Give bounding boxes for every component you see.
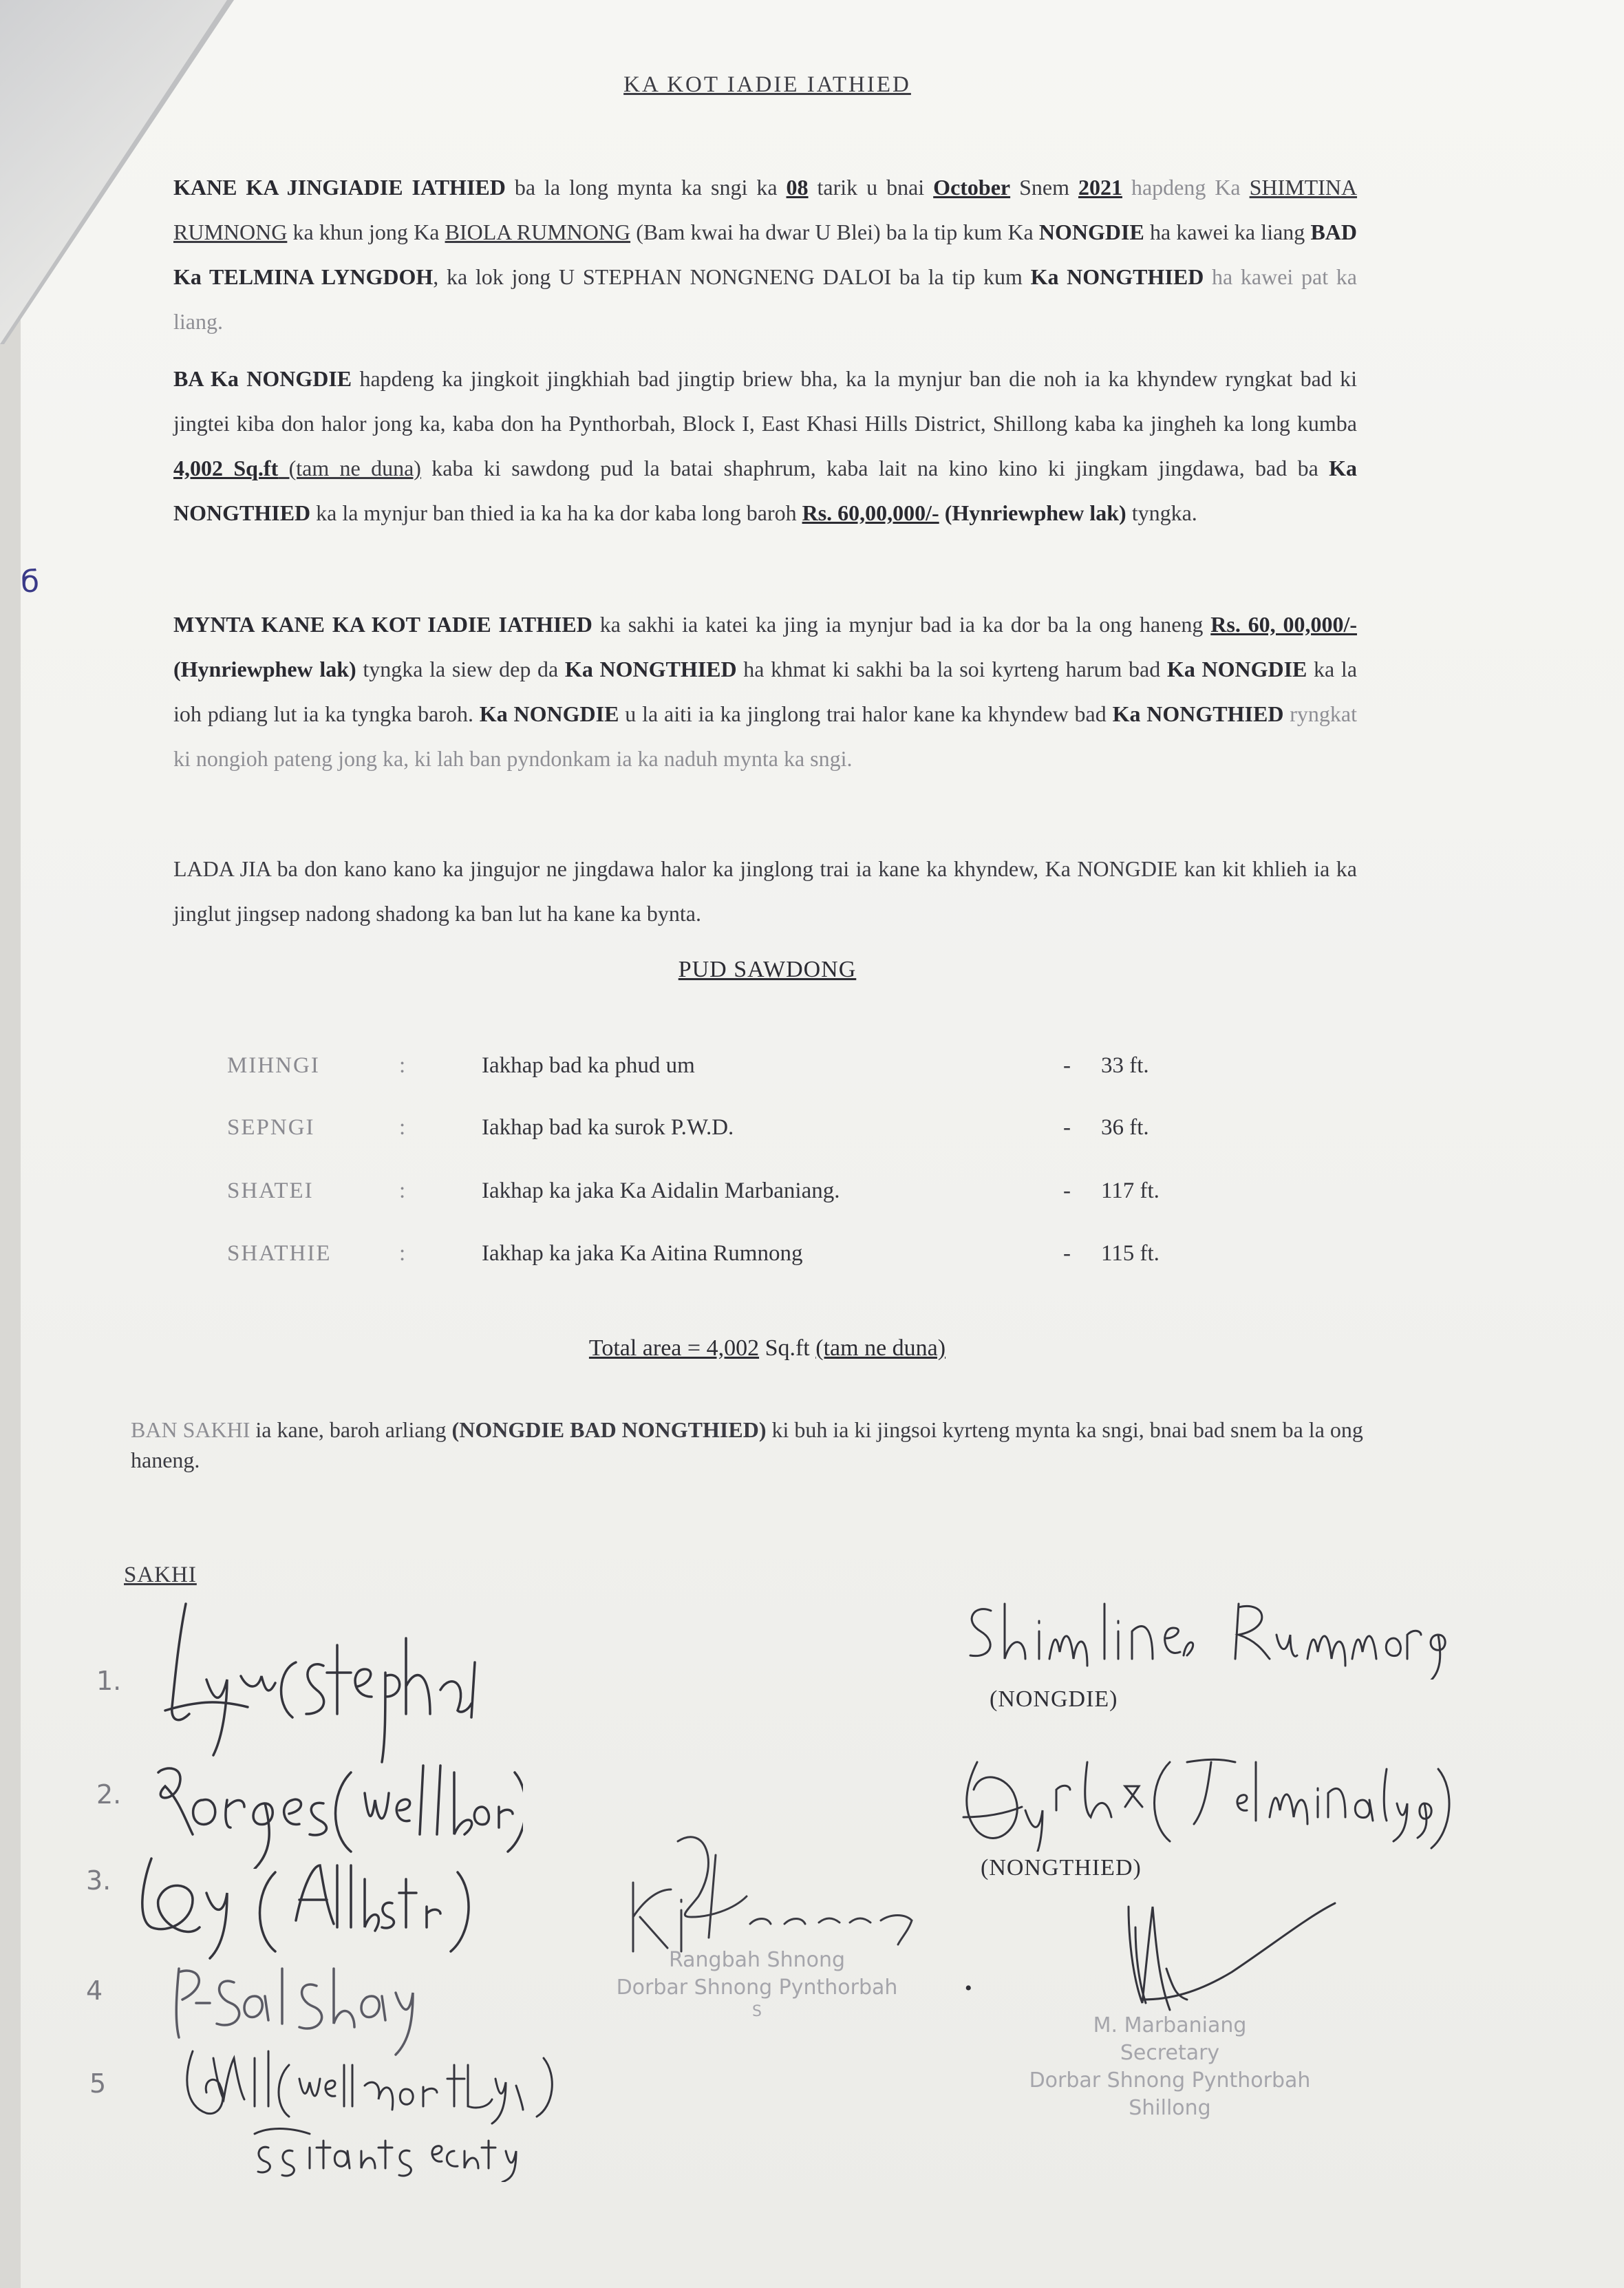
- agreement-day: 08: [786, 175, 809, 200]
- boundary-dash: -: [1063, 1241, 1071, 1266]
- ban-d: ki buh ia ki jingsoi kyrteng mynta ka sngi, bnai bad snem ba la ong haneng.: [131, 1417, 1363, 1472]
- sale-terms-paragraph: [173, 357, 1357, 536]
- boundary-dash: -: [1063, 1053, 1071, 1078]
- dispute-paragraph: [173, 847, 1357, 936]
- p1-l: (Bam kwai ha dwar U Blei) ba la tip kum Ka: [630, 220, 1039, 244]
- boundary-colon: :: [399, 1115, 406, 1140]
- witness-number-2: 2.: [96, 1779, 122, 1810]
- payment-paragraph: [173, 602, 1357, 781]
- witness-signature-3: [138, 1852, 482, 1969]
- boundary-length: 117 ft.: [1101, 1178, 1160, 1203]
- buyer-signature: [950, 1748, 1459, 1852]
- boundary-description: Iakhap bad ka surok P.W.D.: [482, 1115, 734, 1140]
- p2-f: Ka NONGTHIED: [173, 456, 1357, 525]
- p3-m: ryngkat ki nongioh pateng jong ka, ki lah ban pyndonkam ia ka naduh mynta ka sngi.: [173, 701, 1358, 771]
- total-area-value: Total area = 4,002: [588, 1335, 760, 1361]
- intro-paragraph: [173, 165, 1357, 344]
- p2-e: kaba ki sawdong pud la batai shaphrum, kaba lait na kino kino ki jingkam jingdawa, bad ba: [420, 456, 1329, 480]
- ban-b: ia kane, baroh arliang: [250, 1417, 452, 1442]
- p2-d: (tam ne duna): [278, 456, 421, 480]
- boundary-colon: :: [399, 1053, 406, 1078]
- seller-role-text: NONGDIE: [1038, 220, 1144, 244]
- document-title: KA KOT IADIE IATHIED: [623, 72, 911, 97]
- p2-i: (Hynriewphew lak): [939, 500, 1126, 525]
- document-page: [21, 0, 1624, 2288]
- witnesses-label: SAKHI: [124, 1563, 197, 1587]
- boundary-row: [227, 1053, 1190, 1088]
- boundary-length: 115 ft.: [1101, 1241, 1160, 1266]
- boundary-direction: SHATEI: [227, 1178, 314, 1203]
- p1-p: , ka lok jong U STEPHAN NONGNENG DALOI ba la tip kum: [433, 264, 1031, 289]
- boundary-colon: :: [399, 1178, 406, 1203]
- p2-b: hapdeng ka jingkoit jingkhiah bad jingtip briew bha, ka la mynjur ban die noh ia ka khyndew ryngkat bad ki jingtei kiba don halor jong ka, kaba don ha Pynthorbah, Block I, East Khasi Hills District, Shillong kaba ka jingheh ka long kumba: [173, 366, 1358, 436]
- witness-clause: [131, 1415, 1369, 1475]
- p3-j: Ka NONGDIE: [479, 701, 619, 726]
- boundary-dash: -: [1063, 1178, 1071, 1203]
- p1-h: hapdeng Ka: [1122, 175, 1250, 200]
- total-area-unit: Sq.ft: [759, 1335, 816, 1361]
- seller-role: (NONGDIE): [990, 1686, 1118, 1712]
- p1-f: Snem: [1010, 175, 1078, 200]
- witness-number-3: 3.: [86, 1865, 111, 1896]
- p1-n: ha kawei ka liang: [1144, 220, 1311, 244]
- stamp-right-line-4: Shillong: [1129, 2096, 1211, 2120]
- p1-d: tarik u bnai: [808, 175, 934, 200]
- p3-i: ka la ioh pdiang lut ia ka tyngka baroh.: [173, 657, 1358, 726]
- agreement-year: 2021: [1078, 175, 1122, 200]
- ban-c: (NONGDIE BAD NONGTHIED): [451, 1417, 767, 1442]
- boundary-row: [227, 1241, 1190, 1275]
- boundary-length: 36 ft.: [1101, 1115, 1149, 1140]
- boundaries-title: PUD SAWDONG: [678, 957, 857, 982]
- buyer-role: (NONGTHIED): [981, 1855, 1142, 1881]
- boundary-dash: -: [1063, 1115, 1071, 1140]
- stamp-left-line-3: S: [752, 2003, 762, 2020]
- p3-f: Ka NONGTHIED: [564, 657, 737, 681]
- agreement-month: October: [933, 175, 1011, 200]
- boundary-direction: MIHNGI: [227, 1053, 320, 1078]
- p2-a: BA Ka NONGDIE: [173, 366, 352, 391]
- p3-l: Ka NONGTHIED: [1112, 701, 1284, 726]
- p3-a: MYNTA KANE KA KOT IADIE IATHIED: [173, 612, 592, 637]
- p2-g: ka la mynjur ban thied ia ka ha ka dor kaba long baroh: [310, 500, 802, 525]
- seller-mother-name: BIOLA RUMNONG: [445, 220, 631, 244]
- p3-h: Ka NONGDIE: [1166, 657, 1307, 681]
- total-area: [21, 1335, 1514, 1362]
- headman-signature: [619, 1828, 929, 1965]
- witness-number-4: 4: [86, 1975, 103, 2006]
- p3-e: tyngka la siew dep da: [356, 657, 565, 681]
- stamp-right-line-2: Secretary: [1120, 2041, 1220, 2065]
- witness-number-5: 5: [89, 2068, 107, 2099]
- total-area-note: (tam ne duna): [815, 1335, 946, 1361]
- p4-a: LADA JIA: [173, 856, 271, 881]
- p3-g: ha khmat ki sakhi ba la soi kyrteng harum bad: [736, 657, 1167, 681]
- boundary-colon: :: [399, 1241, 406, 1266]
- witness-number-1: 1.: [96, 1666, 122, 1696]
- seller-signature: [963, 1597, 1459, 1680]
- p3-b: ka sakhi ia katei ka jing ia mynjur bad ia ka dor ba la ong haneng: [592, 612, 1211, 637]
- ban-a: BAN SAKHI: [131, 1417, 250, 1442]
- buyer-role-text: Ka NONGTHIED: [1030, 264, 1204, 289]
- p4-b: ba don kano kano ka jingujor ne jingdawa halor ka jinglong trai ia kane ka khyndew, Ka NONGDIE kan kit khlieh ia ka jinglut jingsep nadong shadong ka ban lut ha kane ka bynta.: [173, 856, 1358, 926]
- witness-signature-5: [172, 2037, 557, 2182]
- p1-b: ba la long mynta ka sngi ka: [505, 175, 787, 200]
- boundary-direction: SEPNGI: [227, 1115, 315, 1140]
- boundary-description: Iakhap ka jaka Ka Aidalin Marbaniang.: [482, 1178, 840, 1203]
- stamp-right-line-1: M. Marbaniang: [1093, 2013, 1247, 2037]
- paid-amount: Rs. 60, 00,000/-: [1210, 612, 1358, 637]
- stamp-left-line-1: Rangbah Shnong: [668, 1948, 846, 1972]
- p1-j: ka khun jong Ka: [287, 220, 445, 244]
- boundary-row: [227, 1178, 1190, 1213]
- boundary-direction: SHATHIE: [227, 1241, 332, 1266]
- p1-r: ha kawei pat ka liang.: [173, 264, 1358, 334]
- sale-price: Rs. 60,00,000/-: [802, 500, 939, 525]
- buyer-name: BAD Ka TELMINA LYNGDOH: [173, 220, 1358, 289]
- p3-k: u la aiti ia ka jinglong trai halor kane ka khyndew bad: [619, 701, 1113, 726]
- p2-j: tyngka.: [1126, 500, 1197, 525]
- boundary-description: Iakhap ka jaka Ka Aitina Rumnong: [482, 1241, 803, 1266]
- stamp-right-line-3: Dorbar Shnong Pynthorbah: [1029, 2068, 1311, 2093]
- boundary-description: Iakhap bad ka phud um: [482, 1053, 695, 1078]
- margin-mark: б: [21, 564, 40, 600]
- land-area: 4,002 Sq.ft: [173, 456, 279, 480]
- stamp-left-line-2: Dorbar Shnong Pynthorbah: [616, 1975, 898, 2000]
- dot-mark: •: [965, 1977, 972, 2000]
- secretary-signature: [1101, 1886, 1349, 2024]
- seller-name: SHIMTINA RUMNONG: [173, 175, 1358, 244]
- p3-d: (Hynriewphew lak): [173, 657, 356, 681]
- boundary-row: [227, 1115, 1190, 1150]
- witness-signature-1: [138, 1597, 495, 1769]
- p1-a: KANE KA JINGIADIE IATHIED: [173, 175, 506, 200]
- boundary-length: 33 ft.: [1101, 1053, 1149, 1078]
